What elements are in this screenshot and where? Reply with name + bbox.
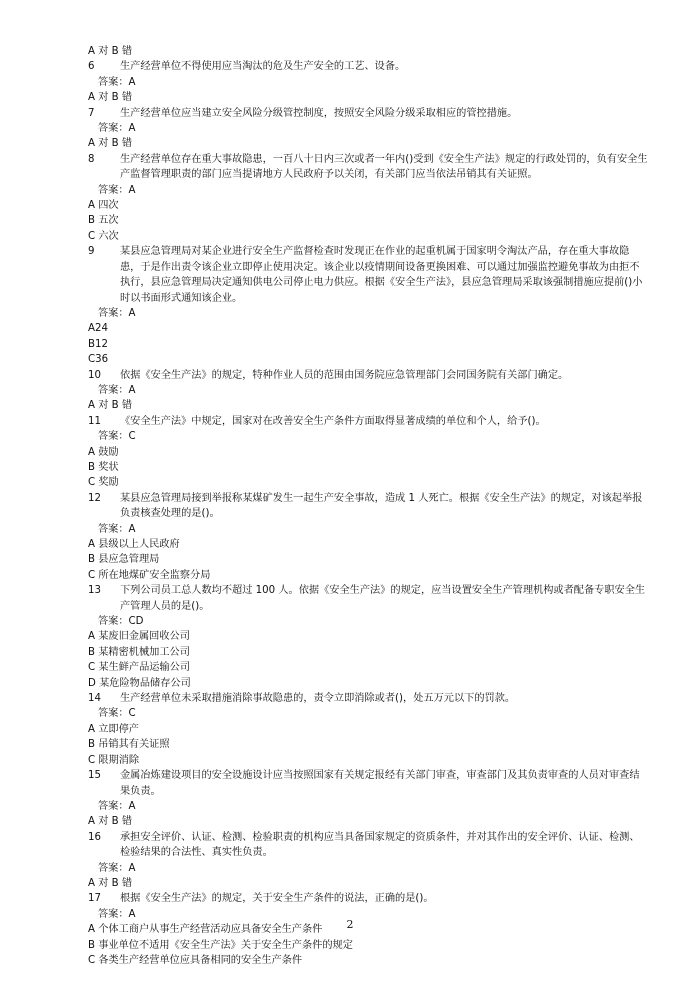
option-line: C36 bbox=[88, 354, 109, 366]
option-line: A 对 B 错 bbox=[88, 400, 133, 412]
answer-line: 答案：A bbox=[98, 908, 136, 920]
question-block bbox=[88, 583, 648, 691]
question-block bbox=[88, 491, 648, 583]
question-number: 16 bbox=[88, 831, 101, 843]
option-line: B 吊销其有关证照 bbox=[88, 739, 170, 751]
question-number: 17 bbox=[88, 893, 101, 905]
question-text: 生产经营单位不得使用应当淘汰的危及生产安全的工艺、设备。 bbox=[120, 61, 406, 73]
answer-line: 答案：C bbox=[98, 431, 136, 443]
question-text: 生产经营单位未采取措施消除事故隐患的，责令立即消除或者()，处五万元以下的罚款。 bbox=[120, 693, 516, 705]
question-text: 依据《安全生产法》的规定，特种作业人员的范围由国务院应急管理部门会同国务院有关部门确定。 bbox=[120, 369, 569, 381]
question-line bbox=[88, 59, 648, 74]
option-line: B12 bbox=[88, 338, 108, 350]
question-text: 金属冶炼建设项目的安全设施设计应当按照国家有关规定报经有关部门审查，审查部门及其负责审查的人员对审查结果负责。 bbox=[120, 770, 640, 797]
question-line bbox=[88, 106, 648, 121]
option-line: B 奖状 bbox=[88, 461, 119, 473]
option-line: B 某精密机械加工公司 bbox=[88, 646, 190, 658]
answer-line: 答案：A bbox=[98, 384, 136, 396]
question-text: 下列公司员工总人数均不超过 100 人。依据《安全生产法》的规定，应当设置安全生产管理机构或者配备专职安全生产管理人员的是()。 bbox=[120, 585, 646, 612]
document-body bbox=[88, 44, 648, 968]
question-line bbox=[88, 691, 648, 706]
option-line: C 奖励 bbox=[88, 477, 119, 489]
option-line: C 各类生产经营单位应具备相同的安全生产条件 bbox=[88, 954, 303, 966]
question-block bbox=[88, 106, 648, 152]
question-block bbox=[88, 368, 648, 414]
answer-line: 答案：A bbox=[98, 307, 136, 319]
option-line: A 鼓励 bbox=[88, 446, 119, 458]
option-line: B 县应急管理局 bbox=[88, 554, 160, 566]
question-number: 14 bbox=[88, 693, 101, 705]
answer-line: 答案：CD bbox=[98, 616, 144, 628]
question-line bbox=[88, 830, 648, 861]
answer-line: 答案：A bbox=[98, 184, 136, 196]
option-line: C 限期消除 bbox=[88, 754, 140, 766]
intro-option: A 对 B 错 bbox=[88, 46, 133, 57]
question-text: 承担安全评价、认证、检测、检验职责的机构应当具备国家规定的资质条件，并对其作出的安全评价、认证、检测、检验结果的合法性、真实性负责。 bbox=[120, 831, 640, 859]
question-number: 12 bbox=[88, 492, 101, 504]
option-line: A 对 B 错 bbox=[88, 816, 133, 828]
question-number: 10 bbox=[88, 369, 101, 381]
option-line: A 个体工商户从事生产经营活动应具备安全生产条件 bbox=[88, 924, 323, 936]
question-block bbox=[88, 414, 648, 491]
question-number: 11 bbox=[88, 415, 101, 427]
option-line: A24 bbox=[88, 323, 108, 335]
answer-line: 答案：A bbox=[98, 800, 136, 812]
question-text: 根据《安全生产法》的规定，关于安全生产条件的说法，正确的是()。 bbox=[120, 893, 434, 905]
page-number: 2 bbox=[346, 918, 354, 931]
option-line: A 某废旧金属回收公司 bbox=[88, 631, 190, 643]
question-text: 《安全生产法》中规定，国家对在改善安全生产条件方面取得显著成绩的单位和个人，给予()。 bbox=[120, 415, 546, 427]
question-line bbox=[88, 244, 648, 306]
answer-line: 答案：A bbox=[98, 76, 136, 88]
option-line: C 所在地煤矿安全监察分局 bbox=[88, 569, 211, 581]
question-line bbox=[88, 768, 648, 799]
option-line: A 对 B 错 bbox=[88, 92, 133, 104]
question-number: 7 bbox=[88, 107, 95, 119]
option-line: C 六次 bbox=[88, 230, 119, 242]
question-block bbox=[88, 59, 648, 105]
question-list bbox=[88, 59, 648, 968]
question-text: 生产经营单位存在重大事故隐患，一百八十日内三次或者一年内()受到《安全生产法》规定的行政处罚的，负有安全生产监督管理职责的部门应当提请地方人民政府予以关闭，有关部门应当依法吊销其有关证照。 bbox=[120, 153, 648, 181]
option-line: B 五次 bbox=[88, 215, 119, 227]
question-number: 9 bbox=[88, 246, 95, 258]
question-block bbox=[88, 244, 648, 367]
question-number: 6 bbox=[88, 61, 95, 73]
question-number: 13 bbox=[88, 585, 101, 597]
option-line: C 某生鲜产品运输公司 bbox=[88, 662, 191, 674]
option-line: B 事业单位不适用《安全生产法》关于安全生产条件的规定 bbox=[88, 939, 353, 951]
question-text: 生产经营单位应当建立安全风险分级管控制度，按照安全风险分级采取相应的管控措施。 bbox=[120, 107, 518, 119]
question-text: 某县应急管理局接到举报称某煤矿发生一起生产安全事故，造成 1 人死亡。根据《安全生产法》的规定，对该起举报负责核查处理的是()。 bbox=[120, 492, 643, 520]
option-line: A 县级以上人民政府 bbox=[88, 539, 180, 550]
option-line: A 对 B 错 bbox=[88, 877, 133, 889]
option-line: A 对 B 错 bbox=[88, 138, 133, 150]
question-text: 某县应急管理局对某企业进行安全生产监督检查时发现正在作业的起重机属于国家明令淘汰产品，存在重大事故隐患，于是作出责令该企业立即停止使用决定。该企业以疫情期间设备更换困难、可以通过加强监控避免事故为由拒不执行，县应急管理局决定通知供电公司停止电力供应。根据《安全生产法》，县应急管理局采取该强制措施应提前()小时以书面形式通知该企业。 bbox=[120, 246, 643, 304]
question-line bbox=[88, 891, 648, 906]
question-number: 15 bbox=[88, 770, 101, 782]
option-line: A 立即停产 bbox=[88, 723, 139, 735]
answer-line: 答案：A bbox=[98, 523, 136, 535]
question-line bbox=[88, 491, 648, 522]
question-line bbox=[88, 152, 648, 183]
question-line bbox=[88, 414, 648, 429]
question-block bbox=[88, 830, 648, 892]
option-line: D 某危险物品储存公司 bbox=[88, 677, 191, 689]
question-block bbox=[88, 768, 648, 830]
question-line bbox=[88, 583, 648, 614]
answer-line: 答案：C bbox=[98, 708, 136, 720]
option-line: A 四次 bbox=[88, 200, 119, 212]
answer-line: 答案：A bbox=[98, 123, 136, 135]
answer-line: 答案：A bbox=[98, 862, 136, 874]
question-number: 8 bbox=[88, 153, 95, 165]
question-block bbox=[88, 691, 648, 768]
question-line bbox=[88, 368, 648, 383]
question-block bbox=[88, 152, 648, 244]
